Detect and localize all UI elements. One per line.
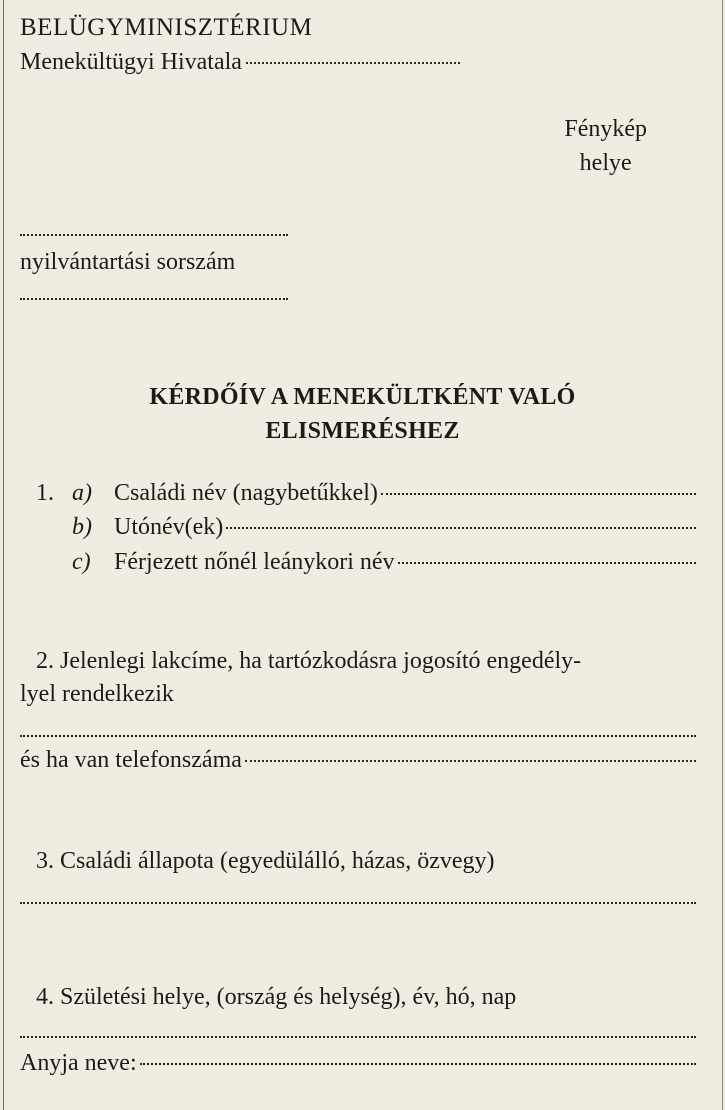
page-left-edge bbox=[3, 0, 4, 1110]
q1-c-row bbox=[72, 549, 696, 576]
page-right-edge bbox=[722, 0, 723, 1110]
registration-fill-line-top[interactable] bbox=[20, 234, 288, 236]
phone-field[interactable] bbox=[245, 759, 696, 762]
office-fill-line[interactable] bbox=[246, 61, 460, 64]
q4-text: 4. Születési helye, (ország és helység), év, hó, nap bbox=[36, 984, 517, 1010]
q2-phone-label: és ha van telefonszáma bbox=[20, 747, 242, 773]
form-title bbox=[0, 380, 725, 448]
q1-c-letter: c) bbox=[72, 549, 91, 575]
q1-a-letter: a) bbox=[72, 480, 92, 506]
office-line bbox=[20, 49, 460, 76]
maiden-name-field[interactable] bbox=[398, 561, 696, 564]
q2-text-line1: 2. Jelenlegi lakcíme, ha tartózkodásra jogosító engedély- bbox=[36, 648, 582, 674]
mother-name-field[interactable] bbox=[140, 1062, 696, 1065]
q1-b-letter: b) bbox=[72, 514, 92, 540]
q1-b-row bbox=[72, 514, 696, 541]
q1-b-label: Utónév(ek) bbox=[114, 514, 224, 540]
given-names-field[interactable] bbox=[226, 526, 696, 529]
q4-mother-row bbox=[20, 1050, 696, 1077]
q1-c-label: Férjezett nőnél leánykori név bbox=[114, 549, 395, 575]
q2-text-line2: lyel rendelkezik bbox=[20, 681, 174, 707]
q3-text: 3. Családi állapota (egyedülálló, házas, özvegy) bbox=[36, 848, 495, 874]
q2-phone-row bbox=[20, 747, 696, 774]
photo-label-line1: Fénykép bbox=[564, 116, 647, 142]
photo-label-line2: helye bbox=[579, 150, 632, 176]
address-field[interactable] bbox=[20, 735, 696, 737]
registration-label: nyilvántartási sorszám bbox=[20, 249, 236, 275]
photo-placeholder bbox=[564, 112, 647, 180]
registration-fill-line-bottom[interactable] bbox=[20, 298, 288, 300]
office-name: Menekültügyi Hivatala bbox=[20, 49, 242, 75]
form-title-line2: ELISMERÉSHEZ bbox=[265, 418, 460, 444]
mother-name-label: Anyja neve: bbox=[20, 1050, 137, 1076]
family-name-field[interactable] bbox=[381, 492, 696, 495]
ministry-name: BELÜGYMINISZTÉRIUM bbox=[20, 14, 313, 41]
marital-status-field[interactable] bbox=[20, 902, 696, 904]
form-title-line1: KÉRDŐÍV A MENEKÜLTKÉNT VALÓ bbox=[149, 384, 576, 410]
q1-number: 1. bbox=[36, 480, 54, 506]
q1-a-row bbox=[36, 480, 696, 507]
q1-a-label: Családi név (nagybetűkkel) bbox=[114, 480, 378, 506]
birth-place-date-field[interactable] bbox=[20, 1036, 696, 1038]
